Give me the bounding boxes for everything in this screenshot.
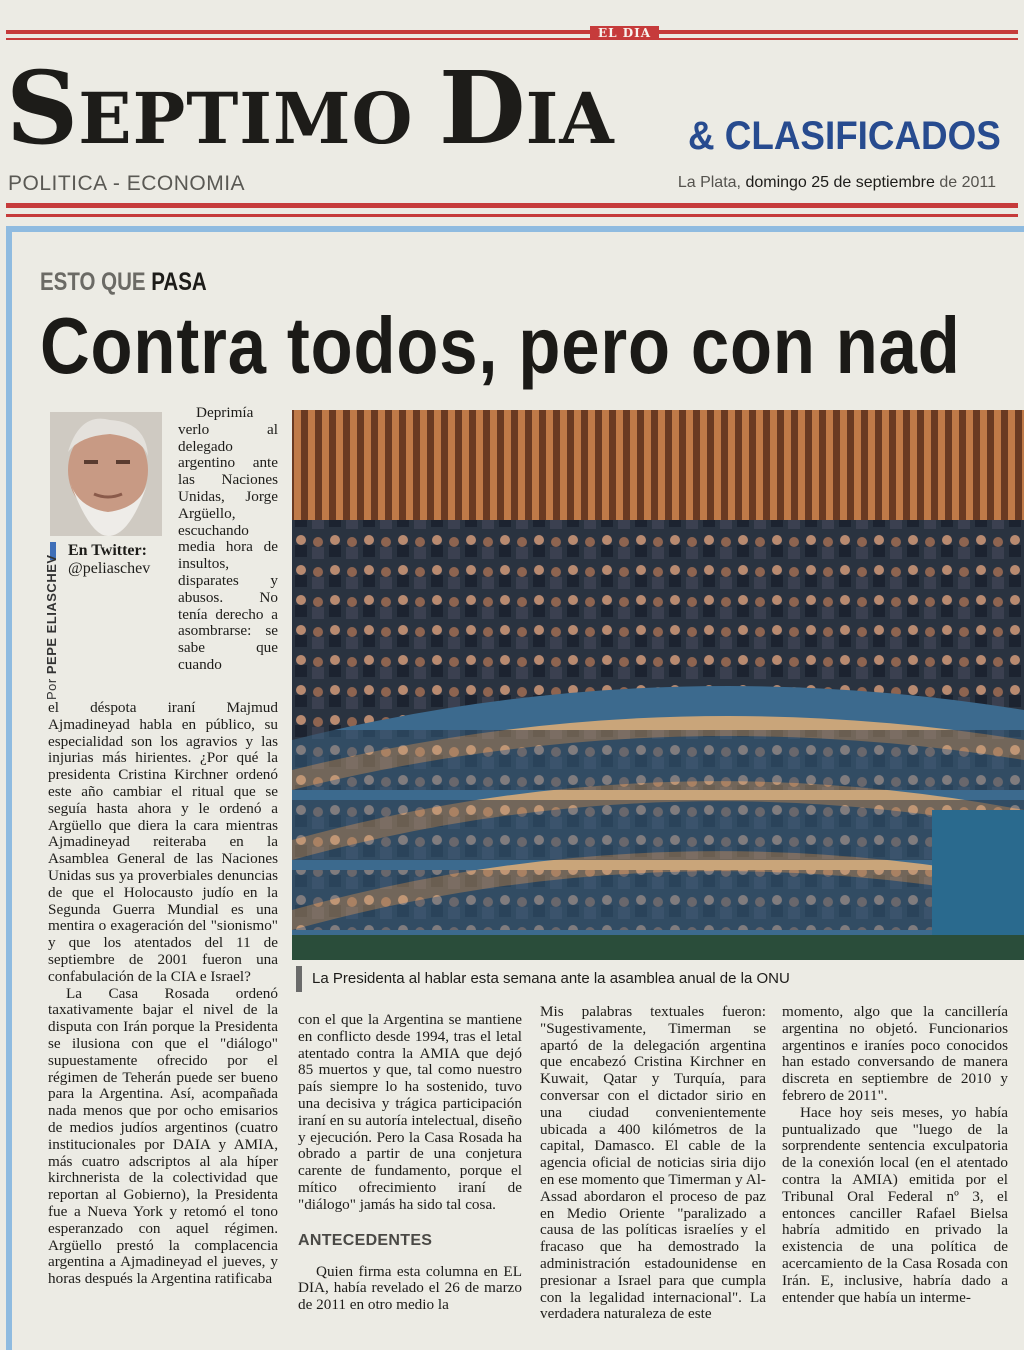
paragraph: con el que la Argentina se mantiene en conflicto desde 1994, tras el letal atentado contra la AMIA que dejó 85 muertos y que, tal como nuestro país siempre lo ha sostenido, tuvo una decisiva y trágica participación iraní en su autoría intelectual, diseño y ejecución. Pero la Casa Rosada ha obrado a partir de una conjetura carente de fundamento, porque el mítico ofrecimiento iraní de "diálogo" jamás ha sido tal cosa. — [298, 1011, 522, 1213]
paragraph: Deprimía verlo al delegado argentino ante las Naciones Unidas, Jorge Argüello, escuchando media hora de insultos, disparates y abusos. No tenía derecho a asombrarse: se sabe que cuando — [178, 404, 278, 673]
date-year: de 2011 — [939, 174, 996, 191]
title-initial-1: S — [6, 49, 79, 167]
column-1 — [48, 700, 278, 1288]
masthead-top-rule-thin — [6, 38, 1018, 40]
paragraph: Hace hoy seis meses, yo había puntualizado que "luego de la sorprendente sentencia exculpatoria de la conexión local (en el atentado contra la AMIA) emitida por el Tribunal Oral Federal nº 3, el entonces canciller Rafael Bielsa habría admitido en privado la existencia de una política de acercamiento de la Casa Rosada con Irán. E, inclusive, habría dado a entender que había un interme- — [782, 1103, 1008, 1306]
paragraph: Quien firma esta columna en EL DIA, había revelado el 26 de marzo de 2011 en otro medio la — [298, 1262, 522, 1314]
column-3 — [540, 1004, 766, 1323]
headline: Contra todos, pero con nad — [40, 301, 961, 390]
byline — [44, 554, 59, 700]
kicker — [40, 268, 207, 297]
twitter-label: En Twitter: — [68, 542, 147, 559]
assembly-photo-illustration — [292, 410, 1024, 960]
masthead-top-rule — [6, 30, 1018, 34]
masthead-bottom-rule — [6, 203, 1018, 208]
photo-caption: La Presidenta al hablar esta semana ante la asamblea anual de la ONU — [312, 970, 790, 987]
masthead-title — [6, 49, 615, 167]
author-portrait — [50, 412, 162, 536]
date-place: La Plata, — [677, 174, 741, 191]
kicker-light: ESTO QUE — [40, 268, 146, 296]
paragraph: momento, algo que la cancillería argentina no objetó. Funcionarios argentinos e iraníes poco conocidos han estado conversando de manera discreta en septiembre de 2010 y febrero de 2011". — [782, 1003, 1008, 1104]
masthead-tag: EL DIA — [590, 26, 659, 40]
byline-prefix: Por — [44, 678, 59, 700]
column-1-narrow — [178, 405, 278, 674]
masthead-bottom-rule-thin — [6, 214, 1018, 217]
byline-name: PEPE ELIASCHEV — [44, 554, 59, 675]
subhead: ANTECEDENTES — [298, 1231, 433, 1249]
dateline — [678, 174, 996, 192]
title-rest-2: IA — [525, 77, 615, 160]
title-rest-1: EPTIMO — [78, 77, 439, 160]
assembly-photo — [292, 410, 1024, 960]
column-4 — [782, 1004, 1008, 1306]
paragraph: Mis palabras textuales fueron: "Sugestivamente, Timerman se apartó de la delegación argentina que encabezó Cristina Kirchner en Kuwait, Qatar y Turquía, para conversar con el dictador sirio en una ciudad convenientemente ubicada a 400 kilómetros de la capital, Damasco. El cable de la agencia oficial de noticias siria dijo en ese momento que Timerman y Al-Assad abordaron el proceso de paz en Medio Oriente "paralizado a causa de las políticas israelíes y el fracaso que ha demostrado la administración estadounidense en presionar a Israel para que cumpla con la legalidad internacional". La verdadera naturaleza de este — [540, 1003, 766, 1323]
date-main: domingo 25 de septiembre — [745, 174, 935, 191]
column-2 — [298, 1012, 522, 1314]
caption-marker — [296, 966, 302, 992]
paragraph: La Casa Rosada ordenó taxativamente bajar el nivel de la disputa con Irán porque la Presidenta se ilusiona con que el "diálogo" supuestamente ofrecido por el régimen de Teherán puede ser bueno para la Argentina. Así, acompañada nada menos que por ocho emisarios de medios judíos argentinos (cuatro institucionales por DAIA y AMIA, más cuatro adscriptos al ala híper kirchnerista de la colectividad que reportan al Gobierno), la Presidenta fue a Nueva York y retomó el tono esperanzado con aquel régimen. Argüello prestó la complacencia argentina a Ajmadineyad el jueves, y horas después la Argentina ratificaba — [48, 984, 278, 1288]
kicker-bold: PASA — [151, 268, 207, 296]
masthead-subtitle: & CLASIFICADOS — [688, 114, 1001, 158]
title-initial-2: D — [438, 49, 526, 167]
section-label: POLITICA - ECONOMIA — [8, 172, 246, 195]
twitter-handle: @peliaschev — [68, 560, 151, 577]
paragraph: el déspota iraní Majmud Ajmadineyad habla en público, su especialidad son los agravios y las injurias más hirientes. ¿Por qué la presidenta Cristina Kirchner ordenó este año cambiar el ritual que se seguía hasta ahora y le ordenó a Argüello que diera la cara mientras Ajmadineyad reiteraba en la Asamblea General de las Naciones Unidas sus ya proverbiales denuncias de que el Holocausto judío en la Segunda Guerra Mundial es una mentira o exageración del "sionismo" y que los atentados del 11 de septiembre de 2001 fueron una confabulación de la CIA e Israel? — [48, 699, 278, 985]
